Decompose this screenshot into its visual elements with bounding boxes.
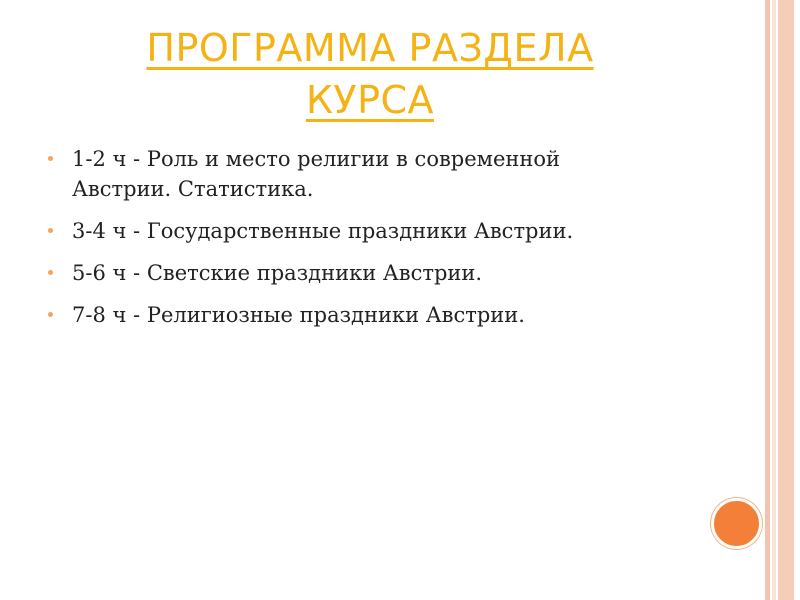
bullet-icon (48, 156, 53, 161)
bullet-icon (48, 312, 53, 317)
bullet-list (44, 144, 704, 342)
slide-title (90, 22, 650, 126)
list-item-text: 7-8 ч - Религиозные праздники Австрии. (72, 303, 525, 327)
list-item (44, 300, 704, 330)
slide-title-text: КУРСА (305, 78, 435, 122)
list-item-text: 3-4 ч - Государственные праздники Австрии. (72, 219, 574, 243)
slide-title-line (90, 22, 650, 74)
decorative-stripe (778, 0, 794, 600)
slide-title-text: ПРОГРАММА РАЗДЕЛА (146, 26, 594, 70)
bullet-icon (48, 228, 53, 233)
decorative-circle-icon (711, 498, 762, 549)
bullet-icon (48, 270, 53, 275)
list-item-text: 5-6 ч - Светские праздники Австрии. (72, 261, 483, 285)
decorative-stripe (795, 0, 800, 600)
list-item-text: Австрии. Статистика. (72, 177, 314, 201)
decorative-stripe (765, 0, 770, 600)
decorative-stripe (772, 0, 776, 600)
slide-title-line (90, 74, 650, 126)
list-item (44, 258, 704, 288)
list-item-text: 1-2 ч - Роль и место религии в современной (72, 147, 561, 171)
list-item (44, 216, 704, 246)
list-item (44, 144, 704, 204)
